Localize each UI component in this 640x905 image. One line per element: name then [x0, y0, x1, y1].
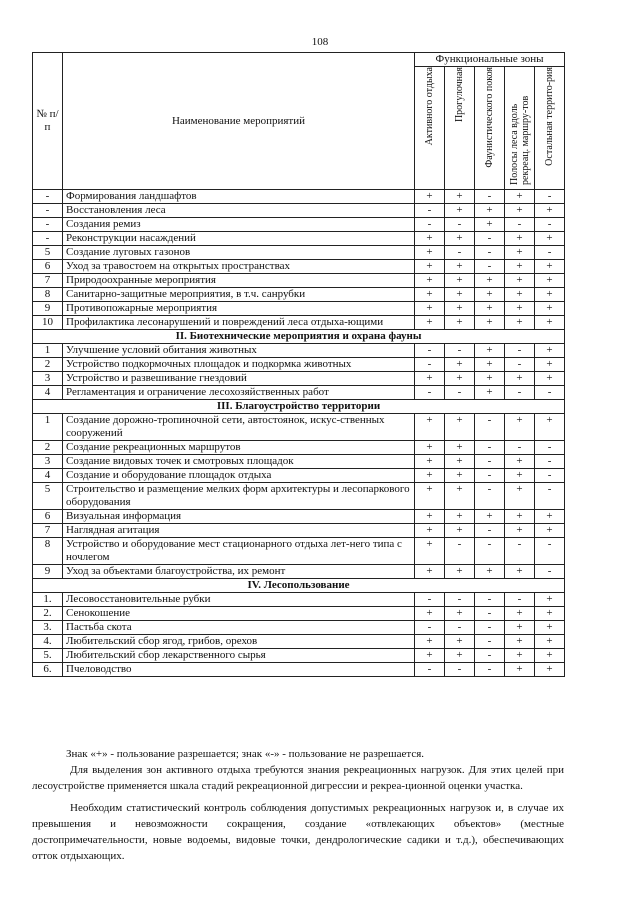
- zone-mark: +: [505, 288, 535, 302]
- row-name: Устройство подкормочных площадок и подкормка животных: [63, 358, 415, 372]
- table-row: [33, 538, 565, 565]
- zone-mark: +: [445, 469, 475, 483]
- row-number: -: [33, 218, 63, 232]
- zone-mark: +: [445, 441, 475, 455]
- zone-mark: +: [505, 483, 535, 510]
- zone-mark: -: [445, 344, 475, 358]
- zone-mark: +: [505, 232, 535, 246]
- table-row: [33, 190, 565, 204]
- row-name: Сенокошение: [63, 607, 415, 621]
- zone-mark: -: [445, 246, 475, 260]
- row-name: Улучшение условий обитания животных: [63, 344, 415, 358]
- zone-mark: -: [475, 190, 505, 204]
- row-number: 8: [33, 538, 63, 565]
- zone-header-other: Остальная террито-рия: [535, 67, 565, 190]
- section-title: III. Благоустройство территории: [33, 400, 565, 414]
- zone-header-walking: Прогулочная: [445, 67, 475, 190]
- row-name: Строительство и размещение мелких форм архитектуры и лесопаркового оборудования: [63, 483, 415, 510]
- row-name: Создание и оборудование площадок отдыха: [63, 469, 415, 483]
- section-row: [33, 579, 565, 593]
- row-number: -: [33, 232, 63, 246]
- zone-mark: -: [475, 593, 505, 607]
- row-number: 1: [33, 414, 63, 441]
- zone-mark: +: [445, 260, 475, 274]
- row-number: 6: [33, 260, 63, 274]
- table-row: [33, 414, 565, 441]
- table-row: [33, 663, 565, 677]
- notes-block: [32, 746, 564, 864]
- zone-mark: -: [475, 538, 505, 565]
- zone-mark: +: [505, 372, 535, 386]
- zone-header-active: Активного отдыха: [415, 67, 445, 190]
- zone-mark: +: [505, 246, 535, 260]
- zone-mark: -: [535, 455, 565, 469]
- zone-mark: -: [415, 344, 445, 358]
- row-number: 3.: [33, 621, 63, 635]
- row-number: 8: [33, 288, 63, 302]
- row-name: Уход за объектами благоустройства, их ремонт: [63, 565, 415, 579]
- zone-mark: -: [505, 441, 535, 455]
- table-row: [33, 593, 565, 607]
- zone-mark: +: [415, 538, 445, 565]
- row-number: 9: [33, 565, 63, 579]
- table-row: [33, 386, 565, 400]
- zone-mark: +: [535, 260, 565, 274]
- zone-mark: +: [475, 510, 505, 524]
- zone-mark: -: [415, 386, 445, 400]
- zone-mark: +: [445, 288, 475, 302]
- row-number: 4: [33, 469, 63, 483]
- row-name: Устройство и развешивание гнездовий: [63, 372, 415, 386]
- zone-mark: -: [445, 593, 475, 607]
- row-number: 10: [33, 316, 63, 330]
- zone-header-strips: Полосы леса вдоль рекреац. маршру-тов: [505, 67, 535, 190]
- zone-mark: +: [535, 302, 565, 316]
- zone-mark: +: [535, 607, 565, 621]
- zone-mark: +: [415, 288, 445, 302]
- zone-mark: -: [415, 663, 445, 677]
- zone-mark: +: [505, 260, 535, 274]
- table-row: [33, 524, 565, 538]
- zone-mark: +: [415, 316, 445, 330]
- zone-mark: +: [445, 204, 475, 218]
- zone-mark: -: [535, 469, 565, 483]
- zone-mark: +: [415, 372, 445, 386]
- row-number: 4.: [33, 635, 63, 649]
- paragraph-1: Для выделения зон активного отдыха требуются знания рекреационных нагрузок. Для этих целей при лесоустройстве применяется шкала стадий рекреационной дигрессии и рекреа-ционной оценки участка.: [32, 764, 564, 792]
- zone-mark: -: [445, 538, 475, 565]
- zone-mark: +: [535, 621, 565, 635]
- zone-mark: +: [475, 372, 505, 386]
- table-row: [33, 565, 565, 579]
- zone-mark: -: [475, 441, 505, 455]
- zone-mark: +: [505, 635, 535, 649]
- zone-mark: +: [505, 190, 535, 204]
- page-number: 108: [311, 36, 329, 48]
- table-row: [33, 316, 565, 330]
- zone-mark: +: [535, 414, 565, 441]
- table-row: [33, 246, 565, 260]
- row-name: Любительский сбор лекарственного сырья: [63, 649, 415, 663]
- zone-mark: -: [415, 358, 445, 372]
- zone-mark: -: [445, 386, 475, 400]
- zone-mark: -: [445, 621, 475, 635]
- zone-mark: +: [445, 302, 475, 316]
- zone-mark: +: [445, 635, 475, 649]
- zone-mark: +: [415, 274, 445, 288]
- zone-mark: +: [445, 455, 475, 469]
- row-name: Любительский сбор ягод, грибов, орехов: [63, 635, 415, 649]
- table-row: [33, 469, 565, 483]
- row-name: Уход за травостоем на открытых пространствах: [63, 260, 415, 274]
- zone-mark: +: [535, 288, 565, 302]
- zone-mark: +: [535, 344, 565, 358]
- zone-mark: -: [475, 635, 505, 649]
- zone-mark: -: [475, 663, 505, 677]
- zone-mark: +: [505, 204, 535, 218]
- zone-mark: -: [475, 607, 505, 621]
- zone-mark: -: [475, 246, 505, 260]
- row-number: 6.: [33, 663, 63, 677]
- section-title: II. Биотехнические мероприятия и охрана фауны: [33, 330, 565, 344]
- name-header: Наименование мероприятий: [63, 53, 415, 190]
- zone-mark: +: [445, 190, 475, 204]
- table-row: [33, 274, 565, 288]
- zone-mark: -: [475, 260, 505, 274]
- zone-mark: -: [445, 663, 475, 677]
- zone-mark: +: [475, 316, 505, 330]
- table-row: [33, 635, 565, 649]
- row-number: 3: [33, 455, 63, 469]
- zone-mark: +: [445, 649, 475, 663]
- row-name: Создания ремиз: [63, 218, 415, 232]
- table-row: [33, 649, 565, 663]
- zone-mark: +: [505, 510, 535, 524]
- zone-mark: +: [415, 510, 445, 524]
- zone-mark: +: [475, 204, 505, 218]
- table-row: [33, 510, 565, 524]
- row-name: Восстановления леса: [63, 204, 415, 218]
- zone-mark: -: [415, 204, 445, 218]
- zone-mark: +: [445, 607, 475, 621]
- zone-mark: +: [505, 469, 535, 483]
- zone-mark: -: [475, 621, 505, 635]
- zone-mark: +: [475, 344, 505, 358]
- row-number: 4: [33, 386, 63, 400]
- row-name: Создание луговых газонов: [63, 246, 415, 260]
- zone-mark: +: [445, 565, 475, 579]
- zone-mark: +: [415, 565, 445, 579]
- row-number: 9: [33, 302, 63, 316]
- row-name: Реконструкции насаждений: [63, 232, 415, 246]
- row-name: Санитарно-защитные мероприятия, в т.ч. санрубки: [63, 288, 415, 302]
- table-row: [33, 204, 565, 218]
- zone-mark: +: [475, 274, 505, 288]
- zone-mark: +: [415, 260, 445, 274]
- zone-mark: +: [535, 663, 565, 677]
- zone-mark: +: [415, 246, 445, 260]
- table-row: [33, 218, 565, 232]
- zone-mark: -: [535, 190, 565, 204]
- zone-mark: -: [535, 538, 565, 565]
- zone-mark: +: [445, 524, 475, 538]
- row-number: 3: [33, 372, 63, 386]
- table-row: [33, 621, 565, 635]
- zone-mark: +: [505, 414, 535, 441]
- zone-mark: +: [415, 483, 445, 510]
- zone-mark: -: [535, 565, 565, 579]
- row-number: 5.: [33, 649, 63, 663]
- section-title: IV. Лесопользование: [33, 579, 565, 593]
- section-row: [33, 330, 565, 344]
- zone-mark: +: [415, 649, 445, 663]
- zone-mark: +: [505, 524, 535, 538]
- zone-mark: -: [535, 441, 565, 455]
- zone-mark: -: [535, 246, 565, 260]
- zone-mark: -: [475, 649, 505, 663]
- row-name: Формирования ландшафтов: [63, 190, 415, 204]
- zone-mark: -: [415, 593, 445, 607]
- zone-mark: -: [505, 386, 535, 400]
- zone-mark: +: [535, 372, 565, 386]
- zone-mark: +: [415, 190, 445, 204]
- zone-mark: +: [535, 635, 565, 649]
- zone-mark: +: [415, 441, 445, 455]
- zone-mark: -: [415, 218, 445, 232]
- num-header: № п/п: [33, 53, 63, 190]
- row-name: Устройство и оборудование мест стационарного отдыха лет-него типа с ночлегом: [63, 538, 415, 565]
- table-body: [33, 190, 565, 677]
- zone-mark: +: [505, 607, 535, 621]
- zone-mark: +: [535, 316, 565, 330]
- row-name: Природоохранные мероприятия: [63, 274, 415, 288]
- row-name: Визуальная информация: [63, 510, 415, 524]
- table-row: [33, 358, 565, 372]
- zone-mark: -: [535, 386, 565, 400]
- row-name: Регламентация и ограничение лесохозяйственных работ: [63, 386, 415, 400]
- zone-mark: +: [445, 232, 475, 246]
- zone-mark: +: [445, 358, 475, 372]
- zone-mark: +: [475, 386, 505, 400]
- zone-mark: +: [475, 288, 505, 302]
- zone-mark: +: [445, 316, 475, 330]
- row-number: 2.: [33, 607, 63, 621]
- table-row: [33, 260, 565, 274]
- table-row: [33, 372, 565, 386]
- zone-mark: +: [475, 218, 505, 232]
- row-number: 5: [33, 246, 63, 260]
- zone-mark: -: [445, 218, 475, 232]
- zone-header-fauna: Фаунистического покоя: [475, 67, 505, 190]
- zone-mark: -: [475, 469, 505, 483]
- table-row: [33, 455, 565, 469]
- legend-note: Знак «+» - пользование разрешается; знак «-» - пользование не разрешается.: [66, 748, 425, 760]
- row-number: 7: [33, 274, 63, 288]
- table-row: [33, 483, 565, 510]
- zone-mark: +: [505, 455, 535, 469]
- zone-mark: +: [445, 274, 475, 288]
- row-name: Пчеловодство: [63, 663, 415, 677]
- zone-mark: -: [475, 483, 505, 510]
- zone-mark: -: [475, 455, 505, 469]
- zone-mark: +: [505, 649, 535, 663]
- zone-mark: +: [415, 302, 445, 316]
- row-name: Создание видовых точек и смотровых площадок: [63, 455, 415, 469]
- table-row: [33, 441, 565, 455]
- zone-mark: +: [505, 565, 535, 579]
- zone-mark: +: [415, 524, 445, 538]
- row-number: -: [33, 190, 63, 204]
- zone-mark: -: [535, 218, 565, 232]
- row-name: Лесовосстановительные рубки: [63, 593, 415, 607]
- section-row: [33, 400, 565, 414]
- zone-mark: -: [505, 538, 535, 565]
- row-number: 7: [33, 524, 63, 538]
- zone-mark: +: [415, 455, 445, 469]
- zone-mark: +: [505, 302, 535, 316]
- paragraph-2: Необходим статистический контроль соблюдения допустимых рекреационных нагрузок и, в случае их превышения и невозможности сокращения, создание «отвлекающих объектов» (местные достопримечательности, новые водоемы, видовые точки, дендрологические садики и т.д.), обеспечивающих отток отдыхающих.: [32, 802, 564, 862]
- table-row: [33, 607, 565, 621]
- zone-mark: +: [505, 663, 535, 677]
- row-name: Наглядная агитация: [63, 524, 415, 538]
- zone-mark: +: [535, 358, 565, 372]
- zone-mark: -: [415, 621, 445, 635]
- row-name: Пастьба скота: [63, 621, 415, 635]
- table-row: [33, 288, 565, 302]
- zones-header: Функциональные зоны: [415, 53, 565, 67]
- row-number: 2: [33, 441, 63, 455]
- zone-mark: +: [535, 649, 565, 663]
- row-name: Создание дорожно-тропиночной сети, автостоянок, искус-ственных сооружений: [63, 414, 415, 441]
- zone-mark: +: [445, 372, 475, 386]
- zone-mark: +: [415, 469, 445, 483]
- row-number: 5: [33, 483, 63, 510]
- zone-mark: -: [535, 483, 565, 510]
- zone-mark: -: [475, 414, 505, 441]
- zone-mark: +: [415, 607, 445, 621]
- zone-mark: +: [445, 510, 475, 524]
- zone-mark: +: [415, 635, 445, 649]
- zone-mark: -: [505, 344, 535, 358]
- row-number: 1: [33, 344, 63, 358]
- row-name: Профилактика лесонарушений и повреждений леса отдыха-ющими: [63, 316, 415, 330]
- row-number: 2: [33, 358, 63, 372]
- row-number: -: [33, 204, 63, 218]
- zone-mark: +: [535, 274, 565, 288]
- row-name: Противопожарные мероприятия: [63, 302, 415, 316]
- zone-mark: +: [505, 621, 535, 635]
- zone-mark: +: [475, 358, 505, 372]
- table-row: [33, 344, 565, 358]
- zone-mark: -: [475, 232, 505, 246]
- row-number: 6: [33, 510, 63, 524]
- zone-mark: +: [535, 510, 565, 524]
- zone-mark: +: [445, 414, 475, 441]
- measures-table: [32, 52, 565, 677]
- table-row: [33, 232, 565, 246]
- zone-mark: +: [535, 232, 565, 246]
- zone-mark: +: [505, 274, 535, 288]
- zone-mark: +: [535, 204, 565, 218]
- zone-mark: +: [415, 414, 445, 441]
- zone-mark: +: [475, 302, 505, 316]
- zone-mark: +: [535, 593, 565, 607]
- zone-mark: +: [535, 524, 565, 538]
- zone-mark: -: [475, 524, 505, 538]
- zone-mark: -: [505, 358, 535, 372]
- table-row: [33, 302, 565, 316]
- zone-mark: +: [415, 232, 445, 246]
- zone-mark: +: [505, 316, 535, 330]
- zone-mark: +: [475, 565, 505, 579]
- zone-mark: -: [505, 218, 535, 232]
- row-number: 1.: [33, 593, 63, 607]
- zone-mark: +: [445, 483, 475, 510]
- zone-mark: -: [505, 593, 535, 607]
- row-name: Создание рекреационных маршрутов: [63, 441, 415, 455]
